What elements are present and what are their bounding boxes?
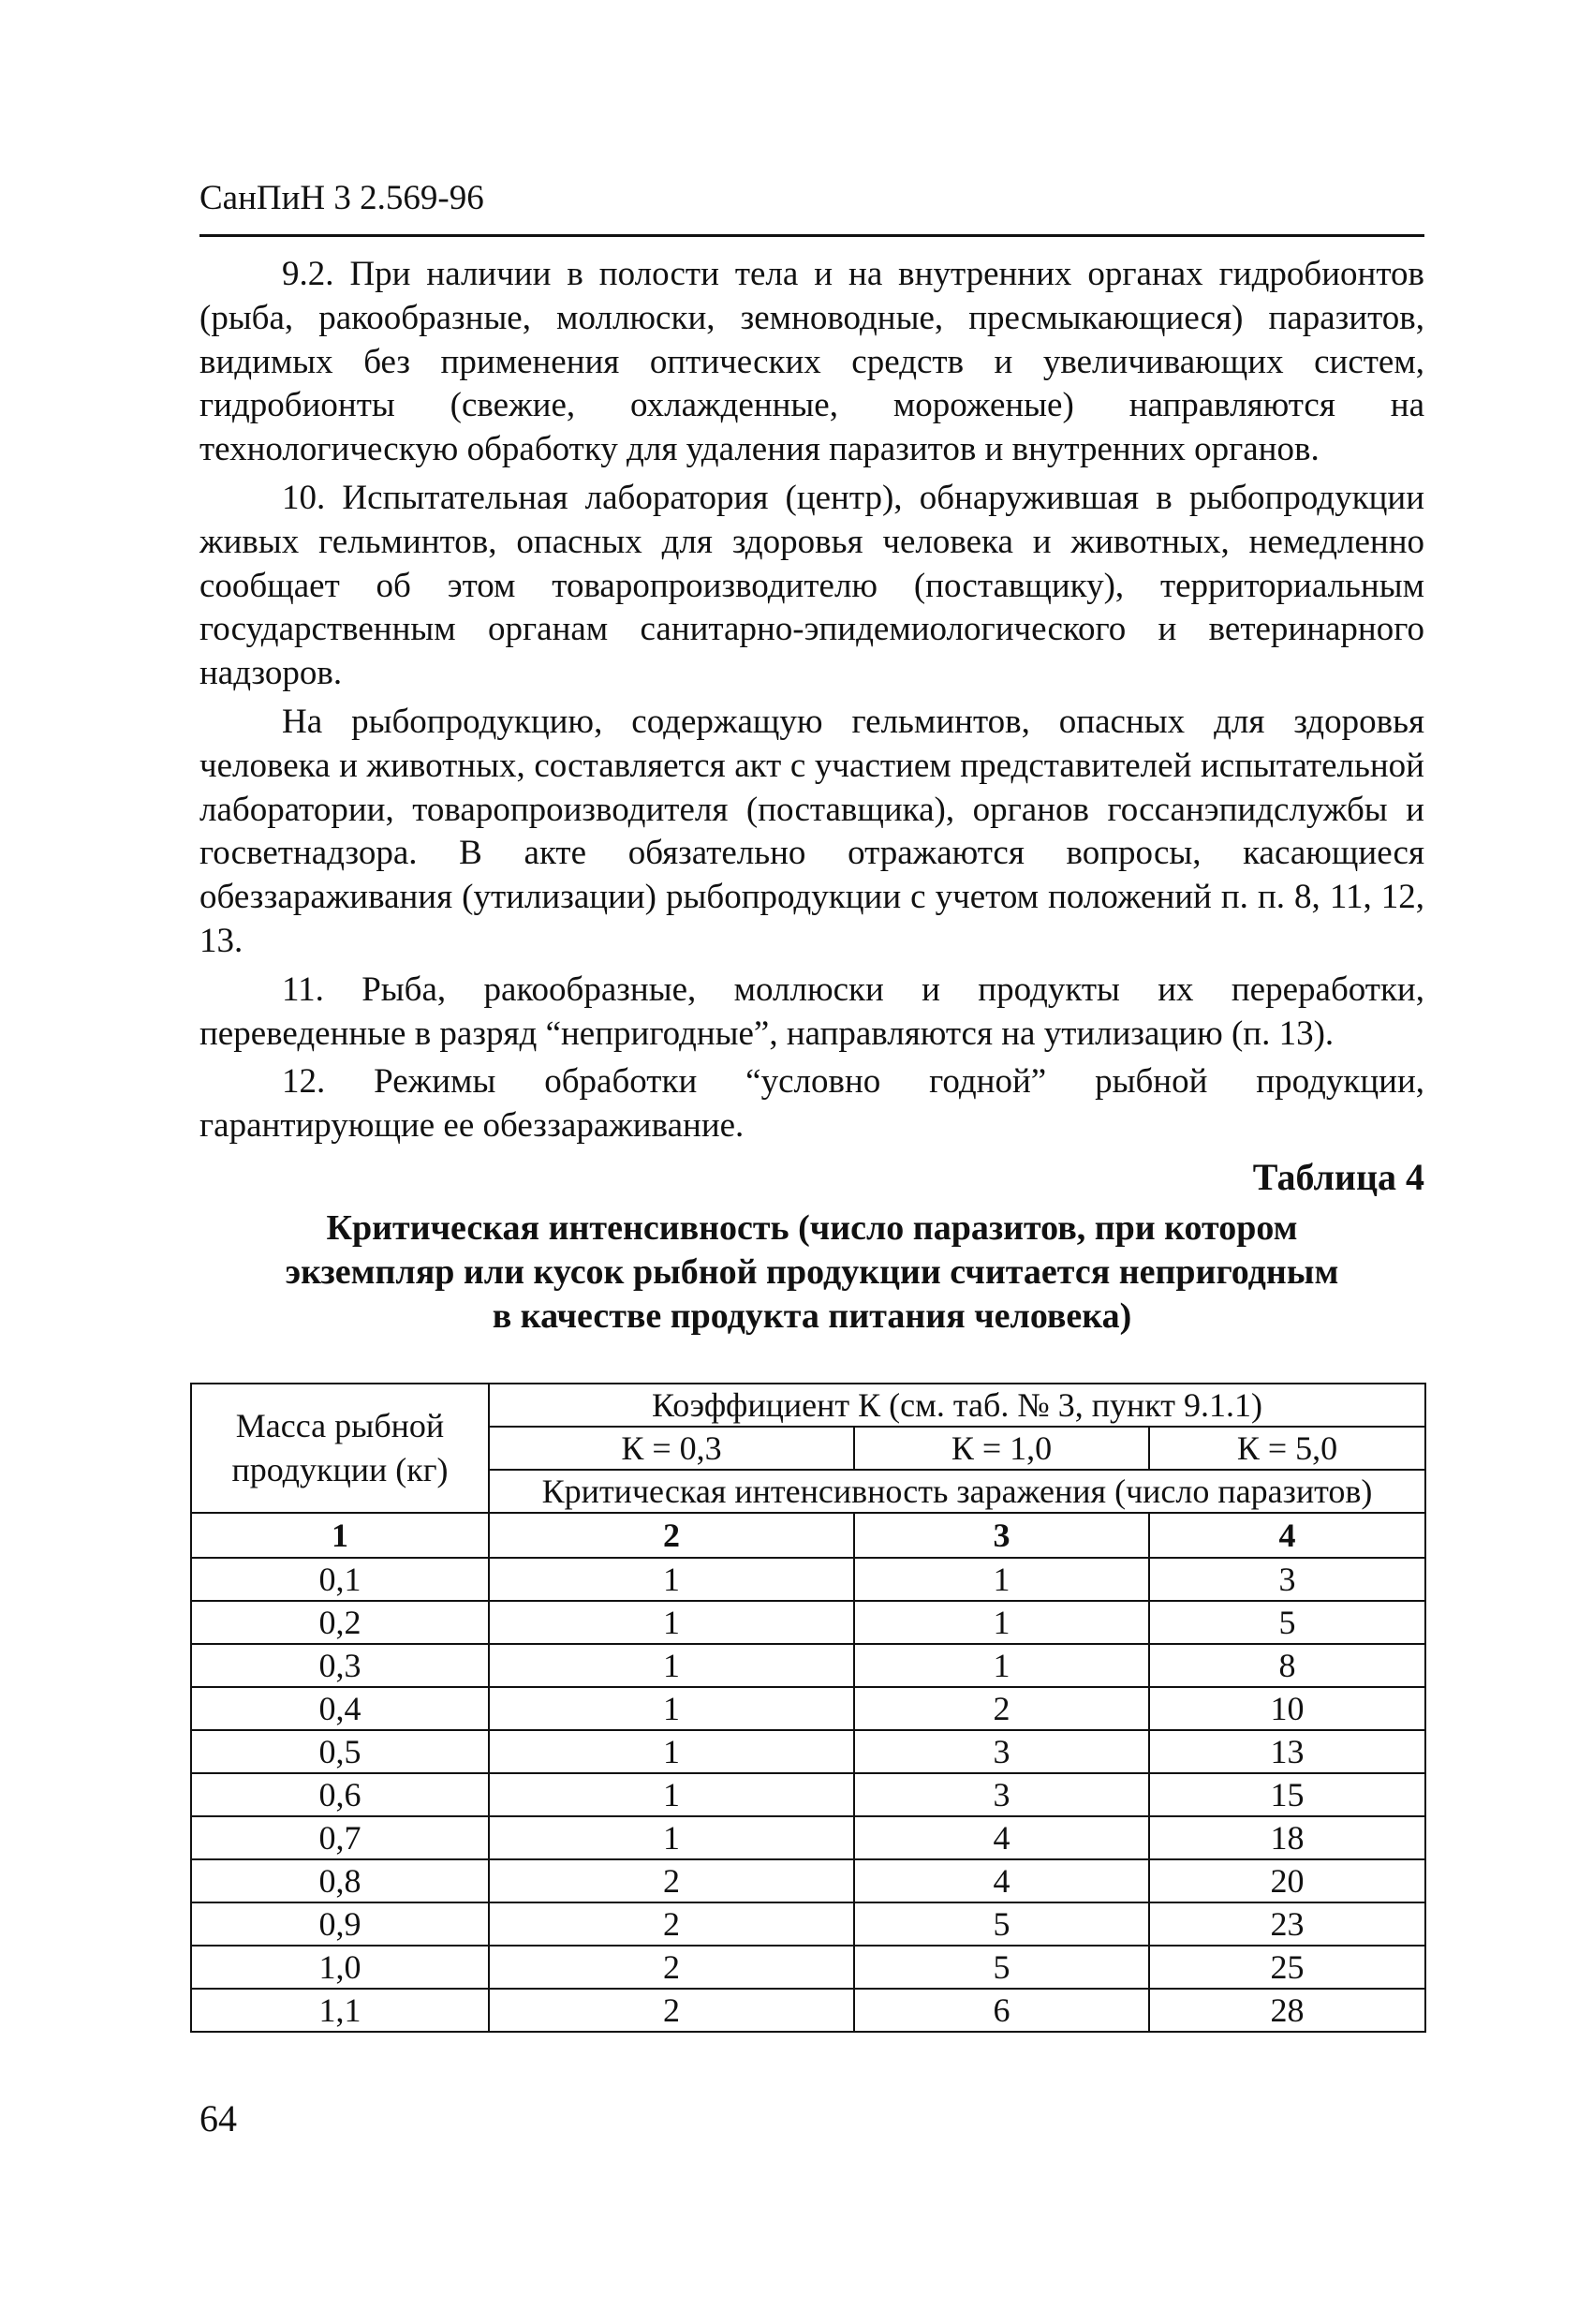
table-row: [191, 1816, 1425, 1859]
body-text: [199, 253, 1424, 1153]
column-number: 4: [1149, 1513, 1425, 1558]
column-number: 1: [191, 1513, 489, 1558]
page-number: 64: [199, 2097, 237, 2139]
header-intensity: Критическая интенсивность заражения (число паразитов): [489, 1470, 1425, 1513]
k50-cell: 20: [1149, 1859, 1425, 1902]
k10-cell: 4: [854, 1816, 1149, 1859]
k50-cell: 3: [1149, 1558, 1425, 1601]
table-row: [191, 1989, 1425, 2032]
k03-cell: 2: [489, 1902, 854, 1946]
table-row: [191, 1946, 1425, 1989]
k10-cell: 2: [854, 1687, 1149, 1730]
mass-cell: 0,9: [191, 1902, 489, 1946]
mass-cell: 1,1: [191, 1989, 489, 2032]
mass-cell: 0,8: [191, 1859, 489, 1902]
k10-cell: 5: [854, 1946, 1149, 1989]
k50-cell: 25: [1149, 1946, 1425, 1989]
critical-intensity-table: [190, 1383, 1426, 2033]
k10-cell: 1: [854, 1558, 1149, 1601]
k03-cell: 1: [489, 1558, 854, 1601]
k10-cell: 1: [854, 1601, 1149, 1644]
mass-cell: 0,4: [191, 1687, 489, 1730]
mass-cell: 0,5: [191, 1730, 489, 1773]
table-row: [191, 1773, 1425, 1816]
k10-cell: 6: [854, 1989, 1149, 2032]
header-rule: [199, 234, 1424, 237]
running-header: СанПиН 3 2.569-96: [199, 179, 484, 217]
k50-cell: 28: [1149, 1989, 1425, 2032]
table-caption-line: в качестве продукта питания человека): [492, 1296, 1132, 1336]
k03-cell: 2: [489, 1946, 854, 1989]
mass-cell: 1,0: [191, 1946, 489, 1989]
mass-cell: 0,6: [191, 1773, 489, 1816]
table-row: [191, 1730, 1425, 1773]
k50-cell: 18: [1149, 1816, 1425, 1859]
k03-cell: 1: [489, 1816, 854, 1859]
header-mass: Масса рыбной продукции (кг): [191, 1384, 489, 1513]
table-body: [191, 1558, 1425, 2032]
k10-cell: 4: [854, 1859, 1149, 1902]
k50-cell: 10: [1149, 1687, 1425, 1730]
table-header-row: [191, 1384, 1425, 1427]
k50-cell: 13: [1149, 1730, 1425, 1773]
k03-cell: 1: [489, 1687, 854, 1730]
k03-cell: 1: [489, 1730, 854, 1773]
table-row: [191, 1859, 1425, 1902]
k03-cell: 1: [489, 1644, 854, 1687]
k50-cell: 5: [1149, 1601, 1425, 1644]
table-row: [191, 1902, 1425, 1946]
paragraph-12: 12. Режимы обработки “условно годной” рыбной продукции, гарантирующие ее обеззараживание.: [199, 1062, 1424, 1146]
header-k-value: К = 5,0: [1149, 1427, 1425, 1470]
header-coefficient: Коэффициент К (см. таб. № 3, пункт 9.1.1): [489, 1384, 1425, 1427]
column-number: 3: [854, 1513, 1149, 1558]
header-k-value: К = 0,3: [489, 1427, 854, 1470]
mass-cell: 0,2: [191, 1601, 489, 1644]
paragraph-10: 10. Испытательная лаборатория (центр), обнаружившая в рыбопродукции живых гельминтов, опасных для здоровья человека и животных, немедленно сообщает об этом товаропроизводителю (поставщику), территориальным государственным органам санитарно-эпидемиологического и ветеринарного надзоров.: [199, 478, 1424, 693]
table-caption-line: экземпляр или кусок рыбной продукции считается непригодным: [285, 1252, 1339, 1292]
mass-cell: 0,3: [191, 1644, 489, 1687]
k50-cell: 8: [1149, 1644, 1425, 1687]
table-row: [191, 1644, 1425, 1687]
table-row: [191, 1558, 1425, 1601]
mass-cell: 0,1: [191, 1558, 489, 1601]
header-k-value: К = 1,0: [854, 1427, 1149, 1470]
k03-cell: 1: [489, 1773, 854, 1816]
table-row: [191, 1687, 1425, 1730]
mass-cell: 0,7: [191, 1816, 489, 1859]
table-row: [191, 1601, 1425, 1644]
paragraph-act: На рыбопродукцию, содержащую гельминтов, опасных для здоровья человека и животных, составляется акт с участием представителей испытательной лаборатории, товаропроизводителя (поставщика), органов госсанэпидслужбы и госветнадзора. В акте обязательно отражаются вопросы, касающиеся обеззараживания (утилизации) рыбопродукции с учетом положений п. п. 8, 11, 12, 13.: [199, 702, 1424, 960]
column-number: 2: [489, 1513, 854, 1558]
paragraph-11: 11. Рыба, ракообразные, моллюски и продукты их переработки, переведенные в разряд “непригодные”, направляются на утилизацию (п. 13).: [199, 970, 1424, 1053]
k10-cell: 3: [854, 1773, 1149, 1816]
k03-cell: 2: [489, 1989, 854, 2032]
paragraph-9-2: 9.2. При наличии в полости тела и на внутренних органах гидробионтов (рыба, ракообразные, моллюски, земноводные, пресмыкающиеся) паразитов, видимых без применения оптических средств и увеличивающих систем, гидробионты (свежие, охлажденные, мороженые) направляются на технологическую обработку для удаления паразитов и внутренних органов.: [199, 255, 1424, 469]
k03-cell: 2: [489, 1859, 854, 1902]
table-caption-line: Критическая интенсивность (число паразитов, при котором: [326, 1208, 1298, 1248]
k03-cell: 1: [489, 1601, 854, 1644]
table-caption: [199, 1206, 1424, 1339]
table-label: Таблица 4: [1252, 1156, 1424, 1198]
k50-cell: 15: [1149, 1773, 1425, 1816]
k50-cell: 23: [1149, 1902, 1425, 1946]
k10-cell: 3: [854, 1730, 1149, 1773]
k10-cell: 5: [854, 1902, 1149, 1946]
k10-cell: 1: [854, 1644, 1149, 1687]
column-number-row: [191, 1513, 1425, 1558]
